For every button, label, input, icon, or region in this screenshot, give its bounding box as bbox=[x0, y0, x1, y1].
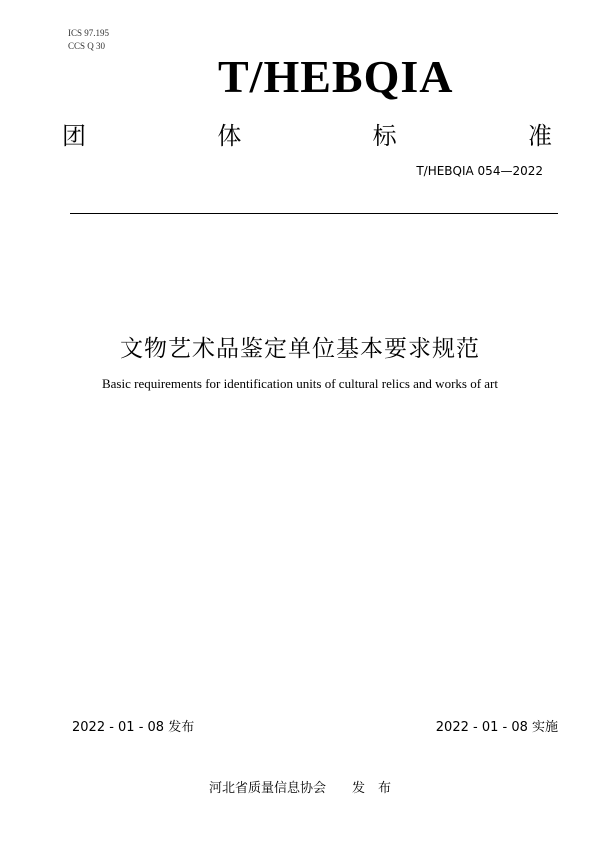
type-char: 准 bbox=[527, 122, 552, 150]
ccs-code: CCS Q 30 bbox=[68, 41, 106, 51]
standard-logo: T/HEBQIA bbox=[218, 51, 454, 102]
type-char: 标 bbox=[372, 122, 397, 150]
type-char: 体 bbox=[217, 122, 242, 150]
standard-number: T/HEBQIA 054—2022 bbox=[416, 164, 543, 178]
title-english: Basic requirements for identification units of cultural relics and works of art bbox=[101, 376, 499, 391]
ics-code: ICS 97.195 bbox=[68, 28, 110, 38]
issuer: 河北省质量信息协会 发 布 bbox=[208, 781, 391, 796]
publish-date: 2022 - 01 - 08 发布 bbox=[72, 720, 195, 735]
standard-type bbox=[62, 116, 552, 151]
implement-date: 2022 - 01 - 08 实施 bbox=[435, 720, 558, 735]
divider bbox=[70, 213, 558, 214]
type-char: 团 bbox=[62, 122, 86, 150]
title-chinese: 文物艺术品鉴定单位基本要求规范 bbox=[120, 336, 480, 362]
